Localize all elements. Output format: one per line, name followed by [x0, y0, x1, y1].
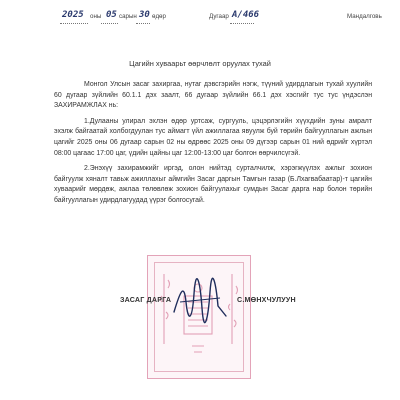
issuing-city: Мандалговь: [347, 13, 382, 20]
underline: [136, 23, 150, 24]
date-year: 2025: [62, 10, 84, 20]
order-item-1: 1.Дулааны улирал эхлэн өдөр уртсаж, сургууль, цэцэрлэгийн хүүхдийн зуны амралт эхэлж байгаатай холбогдуулан тус аймагт үйл ажиллагаа явуулж буй төрийн байгууллагын ажлын цагийг 2025 оны 06 дугаар сарын 02 ны өдрөөс 2025 оны 09 дүгээр сарын 01 ний өдрийг хүртэл 08:00 цагаас 17:00 цаг, үдийн цайны цаг 12:00-13:00 цаг болгон өөрчилсүгэй.: [54, 117, 372, 157]
preamble-paragraph: Монгол Улсын засаг захиргаа, нутаг дэвсгэрийн нэгж, түүний удирдлагын тухай хуулийн 60 дугаар зүйлийн 60.1.1 дэх заалт, 66 дугаар зүйлийн 66.1 дэх хэсгийг тус тус үндэслэн ЗАХИРАМЖЛАХ нь:: [54, 81, 372, 110]
signer-position: ЗАСАГ ДАРГА: [120, 296, 172, 304]
order-item-2: 2.Энэхүү захирамжийг иргэд, олон нийтэд сурталчилж, хэрэгжүүлэх ажлыг зохион байгуулж хяналт тавьж ажиллахыг аймгийн Засаг даргын Тамгын газар (Б.Лхагвабаатар)-т цагийн хуваарийг мөрдөж, ажлаа төлөвлөж зохион байгуулахыг сумдын Засаг дарга нар болон төрийн байгууллагын удирдлагуудад үүрэг болгосугай.: [54, 165, 372, 204]
date-month-suffix: сарын: [119, 13, 137, 20]
date-month: 05: [106, 10, 117, 20]
date-day: 30: [139, 10, 150, 20]
underline: [230, 23, 254, 24]
date-day-suffix: өдөр: [152, 13, 166, 20]
signer-name: С.МӨНХЧУЛУУН: [237, 296, 296, 304]
handwritten-signature: [170, 272, 230, 327]
underline: [60, 23, 88, 24]
document-title: Цагийн хуваарьт өөрчлөлт оруулах тухай: [129, 59, 271, 68]
document-body: [54, 80, 372, 207]
date-year-suffix: оны: [90, 13, 102, 20]
document-number: А/466: [232, 10, 260, 20]
underline: [101, 23, 118, 24]
number-label: Дугаар: [209, 13, 229, 20]
document-header: [0, 10, 400, 27]
